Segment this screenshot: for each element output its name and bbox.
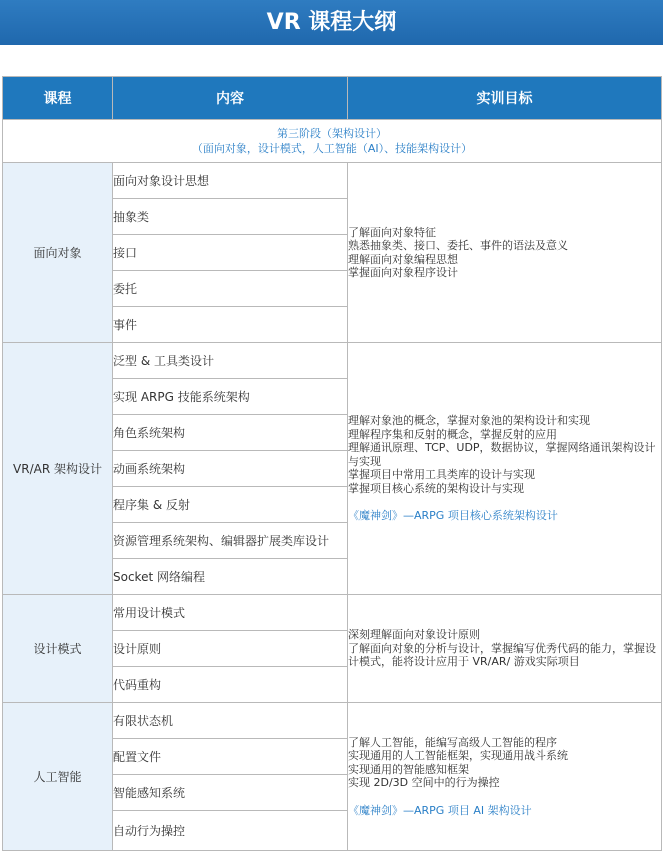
content-item: 实现 ARPG 技能系统架构: [113, 379, 348, 415]
goal-line: 掌握面向对象程序设计: [348, 266, 458, 279]
table-row: [3, 595, 662, 631]
stage-row: [3, 120, 662, 163]
content-item: 代码重构: [113, 667, 348, 703]
table-row: [3, 163, 662, 199]
project-title: 《魔神剑》—ARPG 项目核心系统架构设计: [348, 509, 558, 523]
header-course: 课程: [3, 77, 113, 120]
goal-line: 了解面向对象特征: [348, 225, 436, 239]
content-item: 事件: [113, 307, 348, 343]
course-cell: 面向对象: [3, 163, 113, 343]
content-item: 有限状态机: [113, 703, 348, 739]
content-item: 面向对象设计思想: [113, 163, 348, 199]
content-item: 角色系统架构: [113, 415, 348, 451]
goal-line: 熟悉抽象类、接口、委托、事件的语法及意义: [348, 239, 568, 252]
stage-subtitle: （面向对象，设计模式，人工智能（AI）、技能架构设计）: [191, 142, 473, 155]
content-item: 抽象类: [113, 199, 348, 235]
goal-cell: [348, 595, 662, 703]
goal-line: 理解面向对象编程思想: [348, 252, 458, 266]
content-item: 程序集 & 反射: [113, 487, 348, 523]
goal-line: 理解对象池的概念，掌握对象池的架构设计和实现: [348, 414, 590, 428]
course-cell: 设计模式: [3, 595, 113, 703]
table-row: [3, 703, 662, 739]
content-item: 动画系统架构: [113, 451, 348, 487]
project-title: 《魔神剑》—ARPG 项目 AI 架构设计: [348, 803, 532, 817]
content-item: 智能感知系统: [113, 775, 348, 811]
goal-cell: [348, 343, 662, 595]
content-item: Socket 网络编程: [113, 559, 348, 595]
goal-line: 掌握项目核心系统的架构设计与实现: [348, 481, 524, 495]
table-row: [3, 343, 662, 379]
content-item: 接口: [113, 235, 348, 271]
page-title-banner: VR 课程大纲: [0, 0, 663, 45]
goal-line: 理解通讯原理、TCP、UDP，数据协议，掌握网络通讯架构设计与实现: [348, 441, 656, 468]
content-item: 自动行为操控: [113, 811, 348, 851]
header-goal: 实训目标: [348, 77, 662, 120]
content-item: 泛型 & 工具类设计: [113, 343, 348, 379]
goal-cell: [348, 703, 662, 851]
course-cell: 人工智能: [3, 703, 113, 851]
content-item: 常用设计模式: [113, 595, 348, 631]
header-content: 内容: [113, 77, 348, 120]
goal-line: 了解面向对象的分析与设计，掌握编写优秀代码的能力，掌握设计模式，能将设计应用于 VR/AR/ 游戏实际项目: [348, 641, 656, 669]
goal-cell: [348, 163, 662, 343]
stage-cell: [3, 120, 662, 163]
header-row: [3, 77, 662, 120]
course-cell: VR/AR 架构设计: [3, 343, 113, 595]
goal-line: 实现 2D/3D 空间中的行为操控: [348, 776, 500, 790]
goal-line: 深刻理解面向对象设计原则: [348, 628, 480, 642]
content-item: 配置文件: [113, 739, 348, 775]
goal-line: 了解人工智能，能编写高级人工智能的程序: [348, 735, 557, 749]
stage-title: 第三阶段（架构设计）: [277, 127, 387, 140]
content-item: 设计原则: [113, 631, 348, 667]
goal-line: 实现通用的智能感知框架: [348, 762, 469, 776]
content-item: 资源管理系统架构、编辑器扩展类库设计: [113, 523, 348, 559]
goal-line: 理解程序集和反射的概念，掌握反射的应用: [348, 427, 557, 441]
goal-line: 实现通用的人工智能框架，实现通用战斗系统: [348, 749, 568, 763]
content-item: 委托: [113, 271, 348, 307]
goal-line: 掌握项目中常用工具类库的设计与实现: [348, 468, 535, 482]
course-outline-table: [2, 76, 662, 851]
